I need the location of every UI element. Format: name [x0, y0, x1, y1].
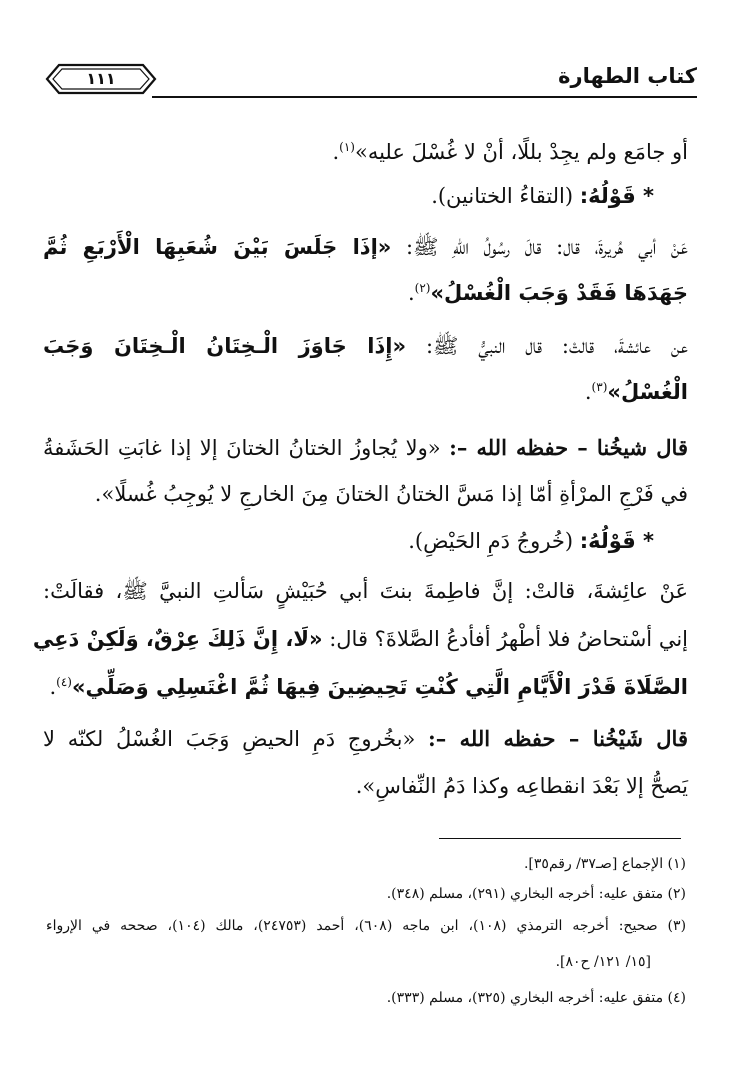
- book-title: كتاب الطهارة: [558, 64, 697, 88]
- text-line: [43, 521, 654, 561]
- line-text: إني أسْتحاضُ فلا أطْهرُ أفأدعُ الصَّلاةَ؟ قال:: [322, 627, 688, 651]
- text-line: [43, 474, 688, 514]
- hadith-quote: «لَا، إِنَّ ذَلِكَ عِرْقٌ، وَلَكِنْ دَعِي: [32, 627, 323, 651]
- text-line: [32, 619, 688, 659]
- shaykh-attribution: قال شَيْخُنا – حفظه الله –:: [428, 726, 688, 751]
- line-end: .: [584, 380, 592, 404]
- section-marker: * قَوْلُهُ:: [579, 184, 654, 208]
- text-line: [43, 326, 688, 366]
- line-text: عن عائشةَ، قالتْ: قال النبيُّ ﷺ:: [406, 334, 689, 358]
- line-end: .: [49, 675, 57, 699]
- footnote: (٣) صحيح: أخرجه الترمذي (١٠٨)، ابن ماجه (٦٠٨)، أحمد (٢٤٧٥٣)، مالك (١٠٤)، صححه في الإرواء: [46, 918, 687, 934]
- line-text: يَصحُّ إلا بَعْدَ انقطاعِه وكذا دَمُ النِّفاسِ».: [355, 774, 688, 798]
- hadith-quote: جَهَدَهَا فَقَدْ وَجَبَ الْغُسْلُ»: [430, 281, 688, 305]
- line-text: أو جامَع ولم يجِدْ بللًا، أنْ لا غُسْلَ عليه»: [354, 140, 688, 164]
- shaykh-attribution: قال شيخُنا – حفظه الله –:: [449, 435, 688, 460]
- header-divider: [152, 96, 697, 98]
- line-text: عَنْ أبي هُريرةَ، قال: قالَ رسُولُ اللهِ ﷺ:: [391, 235, 688, 259]
- page-header: [45, 58, 697, 100]
- text-line: [43, 428, 688, 468]
- line-end: .: [332, 140, 340, 164]
- text-line: [43, 273, 688, 313]
- text-line: [43, 176, 654, 216]
- line-text: (التقاءُ الختانين).: [431, 184, 580, 208]
- text-line: [43, 227, 688, 267]
- hadith-quote: الصَّلَاةَ قَدْرَ الْأَيَّامِ الَّتِي كُنْتِ تَحِيضِينَ فِيهَا ثُمَّ اغْتَسِلِي وَصَلِّي»: [71, 675, 688, 699]
- line-text: (خُروجُ دَمِ الحَيْضِ).: [408, 529, 580, 553]
- text-line: [43, 132, 688, 172]
- hadith-quote: «إِذَا جَاوَزَ الْـخِتَانُ الْـخِتَانَ وَجَبَ: [43, 334, 407, 358]
- line-text: «بخُروجِ دَمِ الحيضِ وَجَبَ الغُسْلُ لكنّه لا: [43, 727, 429, 751]
- line-end: .: [407, 281, 415, 305]
- footnote-ref: (٤): [56, 675, 72, 689]
- text-line: [43, 766, 688, 806]
- footnote: (١) الإجماع [صـ٣٧/ رقم٣٥].: [523, 856, 686, 872]
- hadith-quote: «إذَا جَلَسَ بَيْنَ شُعَبِهَا الْأَرْبَعِ ثُمَّ: [43, 235, 392, 259]
- text-line: [43, 372, 688, 412]
- footnote-ref: (٣): [591, 380, 608, 394]
- page-number-badge: [45, 62, 157, 96]
- footnote: (٢) متفق عليه: أخرجه البخاري (٢٩١)، مسلم (٣٤٨).: [386, 886, 686, 902]
- text-line: [43, 719, 688, 759]
- section-marker: * قَوْلُهُ:: [579, 529, 654, 553]
- text-line: [43, 667, 688, 707]
- footnote: (٤) متفق عليه: أخرجه البخاري (٣٢٥)، مسلم (٣٣٣).: [386, 990, 686, 1006]
- line-text: «ولا يُجاوزُ الختانُ الختانَ إلا إذا غابَتِ الحَشَفةُ: [43, 436, 450, 460]
- footnote-divider: [439, 838, 681, 839]
- line-text: عَنْ عائِشةَ، قالتْ: إنَّ فاطِمةَ بنتَ أبي حُبَيْشٍ سَألتِ النبيَّ ﷺ، فقالَتْ:: [43, 579, 688, 603]
- line-text: في فَرْجِ المرْأةِ أمّا إذا مَسَّ الختانُ الختانَ مِنَ الخارجِ لا يُوجِبُ غُسلًا».: [94, 482, 688, 506]
- hadith-quote: الْغُسْلُ»: [607, 380, 688, 404]
- page-number: ١١١: [86, 69, 116, 88]
- footnote-continuation: [١٥/ ١٢١/ ح٨٠].: [555, 954, 651, 970]
- footnote-ref: (٢): [414, 281, 431, 295]
- text-line: [43, 571, 688, 611]
- footnote-ref: (١): [339, 140, 355, 154]
